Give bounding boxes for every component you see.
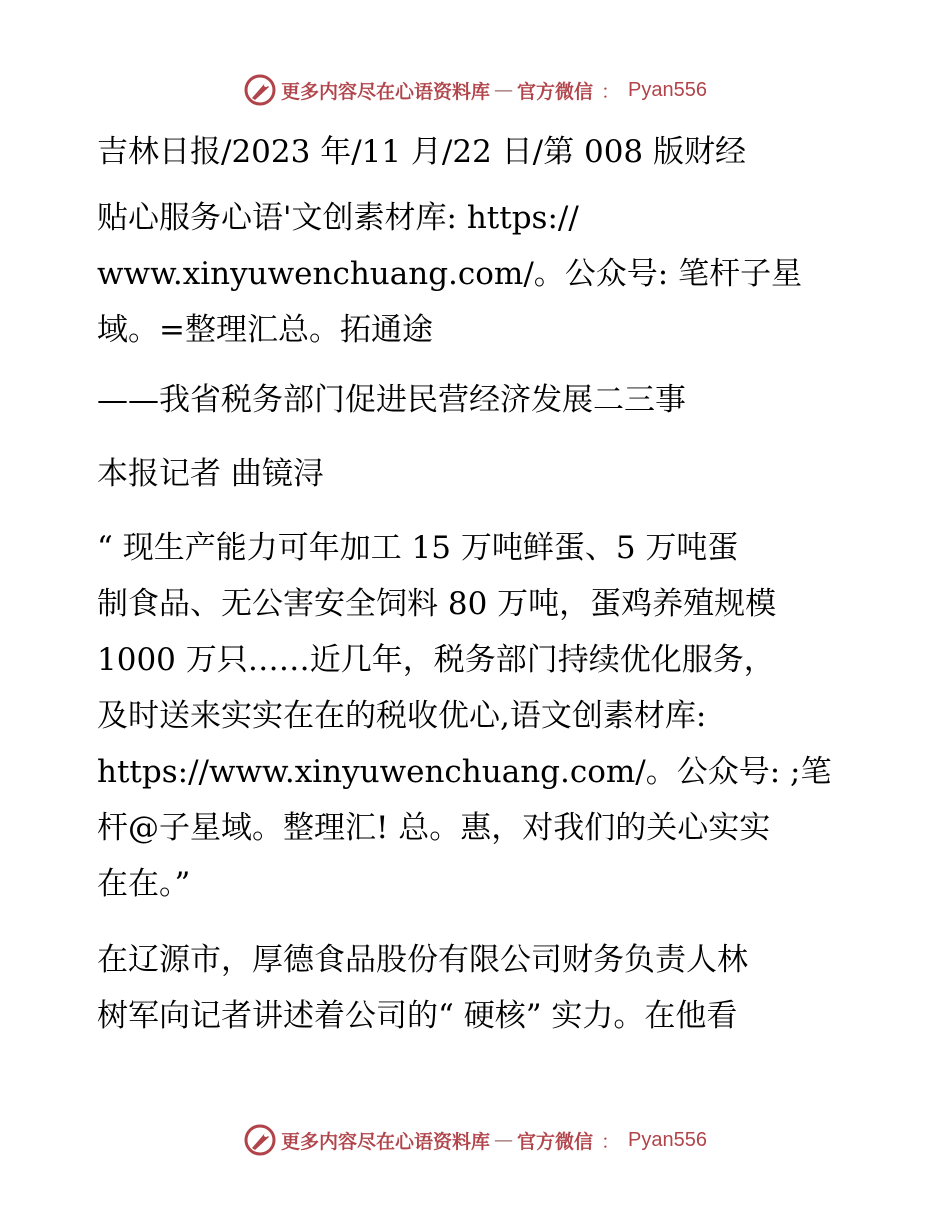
- article-line: 及时送来实实在在的税收优心,语文创素材库:: [97, 698, 707, 734]
- pen-nib-logo-icon: [243, 73, 277, 107]
- article-line: 域。=整理汇总。拓通途: [97, 312, 433, 348]
- article-line-subtitle: ——我省税务部门促进民营经济发展二三事: [97, 382, 686, 418]
- article-line: https://www.xinyuwenchuang.com/。公众号: ;笔: [97, 754, 832, 790]
- article-line: 树军向记者讲述着公司的“ 硬核” 实力。在他看: [97, 998, 738, 1034]
- article-line: “ 现生产能力可年加工 15 万吨鲜蛋、5 万吨蛋: [97, 530, 739, 566]
- banner-dash: —: [494, 79, 513, 101]
- banner-slogan: 更多内容尽在心语资料库: [280, 1130, 490, 1153]
- banner-dash: —: [494, 1129, 513, 1151]
- banner-wechat-id: Pyan556: [628, 78, 707, 101]
- article-line: 在在。”: [97, 866, 191, 902]
- banner-slogan: 更多内容尽在心语资料库: [280, 80, 490, 103]
- article-line-byline: 本报记者 曲镜浔: [97, 456, 324, 492]
- banner-wechat-label: 官方微信: [517, 1130, 594, 1153]
- pen-nib-logo-icon: [243, 1123, 277, 1157]
- article-line: 在辽源市，厚德食品股份有限公司财务负责人林: [97, 942, 748, 978]
- article-line: 制食品、无公害安全饲料 80 万吨，蛋鸡养殖规模: [97, 586, 777, 622]
- article-line-dateline: 吉林日报/2023 年/11 月/22 日/第 008 版财经: [97, 134, 747, 170]
- article-line: www.xinyuwenchuang.com/。公众号: 笔杆子星: [97, 256, 803, 292]
- header-watermark-banner: [0, 70, 950, 110]
- footer-watermark-banner: [0, 1120, 950, 1160]
- banner-wechat-label: 官方微信: [517, 80, 594, 103]
- article-line: 贴心服务心语'文创素材库: https://: [97, 200, 579, 236]
- banner-colon: ：: [601, 1130, 621, 1153]
- article-line: 杆@子星域。整理汇! 总。惠，对我们的关心实实: [97, 810, 771, 846]
- banner-colon: ：: [601, 80, 621, 103]
- article-body: [97, 120, 857, 1043]
- banner-wechat-id: Pyan556: [628, 1128, 707, 1151]
- article-line: 1000 万只……近几年，税务部门持续优化服务，: [97, 642, 775, 678]
